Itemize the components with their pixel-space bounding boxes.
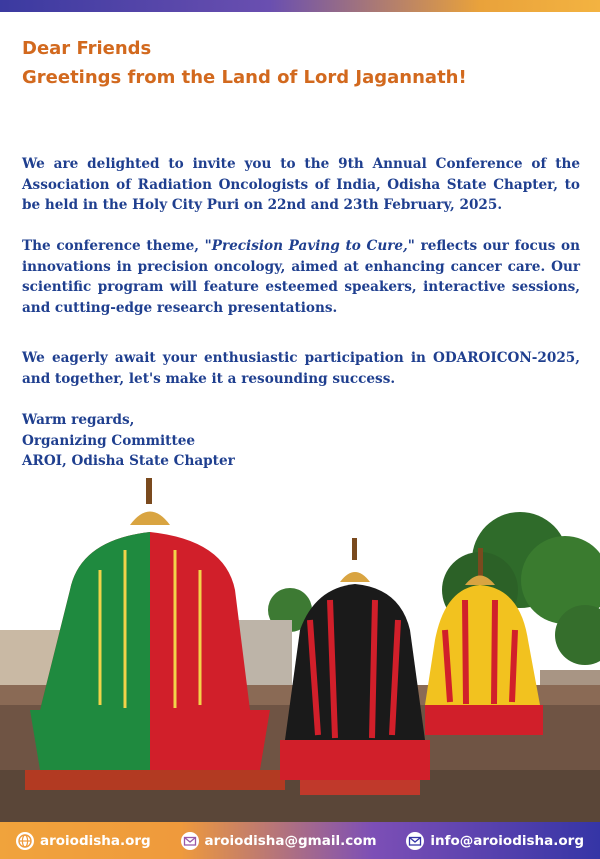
conference-theme: Precision Paving to Cure, <box>211 238 408 254</box>
greeting-line-2: Greetings from the Land of Lord Jagannath! <box>22 67 467 88</box>
greeting-heading <box>22 34 582 92</box>
footer-email[interactable] <box>406 832 584 850</box>
envelope-icon <box>406 832 424 850</box>
signoff-regards: Warm regards, <box>22 412 135 428</box>
rath-yatra-chariots-illustration <box>0 470 600 825</box>
invitation-paragraph: We are delighted to invite you to the 9th Annual Conference of the Association of Radiation Oncologists of India, Odisha State Chapter, to be held in the Holy City Puri on 22nd and 23th February, 2025. <box>22 156 580 213</box>
footer-gmail-text: aroiodisha@gmail.com <box>204 832 377 849</box>
chariot-middle <box>280 538 430 795</box>
envelope-icon <box>181 832 199 850</box>
signoff-chapter: AROI, Odisha State Chapter <box>22 453 235 469</box>
footer-email-text: info@aroiodisha.org <box>430 832 584 849</box>
footer-gmail[interactable] <box>181 832 377 850</box>
globe-icon <box>16 832 34 850</box>
theme-paragraph-lead: The conference theme, " <box>22 238 212 254</box>
footer-website[interactable] <box>16 832 151 850</box>
theme-paragraph <box>22 236 580 318</box>
contact-footer <box>0 822 600 859</box>
participation-paragraph: We eagerly await your enthusiastic participation in ODAROICON-2025, and together, let's make it a resounding success. <box>22 350 580 387</box>
theme-paragraph-rest: " reflects our focus on innovations in precision oncology, aimed at enhancing cancer care. Our scientific program will feature esteemed speakers, interactive sessions, and cutting-edge research presentations. <box>22 238 581 316</box>
greeting-line-1: Dear Friends <box>22 38 152 59</box>
signoff-committee: Organizing Committee <box>22 432 196 449</box>
footer-website-text: aroiodisha.org <box>40 832 151 849</box>
top-gradient-bar <box>0 0 600 12</box>
signoff <box>22 410 422 472</box>
